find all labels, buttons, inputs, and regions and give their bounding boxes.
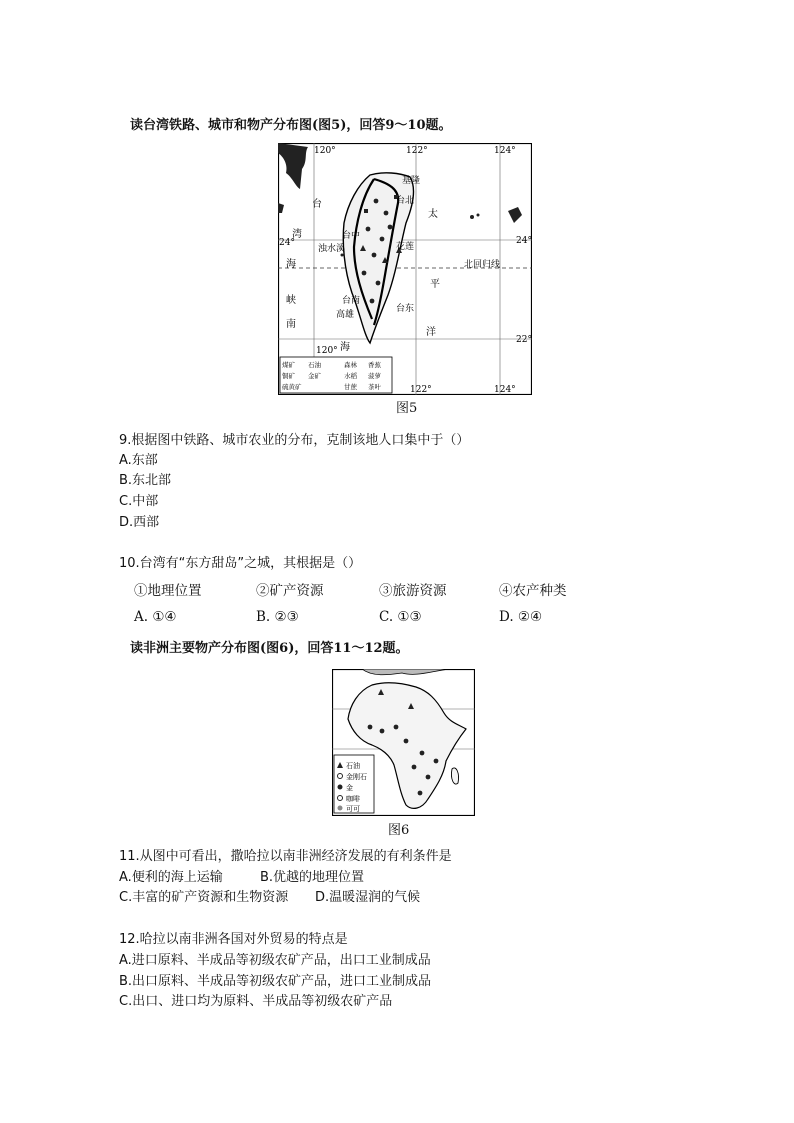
lon-label: 124° [494,385,516,395]
strait-char: 海 [286,259,296,270]
sea-char: 海 [340,342,350,353]
legend-item: 金矿 [308,372,321,380]
lon-label: 120° [314,146,336,156]
q12-option-a: A.进口原料、半成品等初级农矿产品，出口工业制成品 [119,953,431,968]
q11-option-c: C.丰富的矿产资源和生物资源 [119,890,289,905]
q9-option-d: D.西部 [119,515,160,530]
intro-fig6: 读非洲主要物产分布图(图6)，回答11～12题。 [130,641,409,656]
lon-label: 122° [410,385,432,395]
taiwan-map [278,143,532,395]
fig6-caption: 图6 [388,823,410,838]
legend-item: 铜矿 [282,372,295,380]
q9-stem: 9.根据图中铁路、城市农业的分布，克制该地人口集中于（） [119,433,470,448]
q10-option-c: C. ①③ [379,609,422,625]
q11-stem: 11.从图中可看出，撒哈拉以南非洲经济发展的有利条件是 [119,849,452,864]
ocean-char: 平 [430,279,440,290]
q12-option-c: C.出口、进口均为原料、半成品等初级农矿产品 [119,994,393,1009]
q9-option-a: A.东部 [119,453,158,468]
ocean-char: 太 [428,209,438,220]
q10-item-2: ②矿产资源 [256,583,324,599]
q11-option-b: B.优越的地理位置 [260,870,365,885]
intro-fig5: 读台湾铁路、城市和物产分布图(图5)，回答9～10题。 [130,118,452,133]
lon-label: 120° [316,346,338,356]
city-label: 基隆 [402,176,421,186]
legend-item: 香蕉 [368,361,381,369]
legend-item: 甘蔗 [344,383,357,391]
legend-item: 金 [346,784,353,792]
legend-item: 金刚石 [346,773,367,781]
legend-item: 硫黄矿 [282,383,302,391]
q9-option-b: B.东北部 [119,473,172,488]
city-label: 台南 [342,296,361,306]
q12-option-b: B.出口原料、半成品等初级农矿产品，进口工业制成品 [119,974,432,989]
city-label: 台东 [396,304,415,314]
city-label: 浊水溪 [318,244,346,254]
tropic-label: 北回归线 [464,260,501,270]
lat-label: 22° [516,335,532,345]
q10-option-d: D. ②④ [499,609,543,625]
q10-option-b: B. ②③ [256,609,299,625]
q11-option-d: D.温暖湿润的气候 [315,890,421,905]
q11-option-a: A.便利的海上运输 [119,870,223,885]
lon-label: 124° [494,146,516,156]
strait-char: 南 [286,319,296,330]
strait-char: 峡 [286,295,296,306]
lat-label: 24° [516,236,532,246]
q10-stem: 10.台湾有“东方甜岛”之城，其根据是（） [119,556,362,571]
legend-item: 咖啡 [346,795,360,803]
q9-option-c: C.中部 [119,494,159,509]
legend-item: 菠萝 [368,372,381,380]
q12-stem: 12.哈拉以南非洲各国对外贸易的特点是 [119,932,348,947]
q10-item-1: ①地理位置 [134,583,202,599]
strait-char: 台 [312,199,322,210]
city-label: 台北 [396,196,415,206]
legend-item: 石油 [346,762,360,770]
legend-item: 石油 [308,361,321,369]
q10-option-a: A. ①④ [134,609,177,625]
fig5-caption: 图5 [396,401,418,416]
city-label: 台中 [342,231,361,241]
africa-map [332,669,475,816]
legend-item: 茶叶 [368,383,381,391]
lon-label: 122° [406,146,428,156]
ocean-char: 洋 [426,327,436,338]
city-label: 高雄 [336,310,355,320]
legend-item: 煤矿 [282,361,295,369]
strait-char: 湾 [292,229,302,240]
legend-item: 可可 [346,805,360,813]
legend-item: 森林 [344,361,357,369]
city-label: 花莲 [396,242,415,252]
q10-item-3: ③旅游资源 [379,583,447,599]
q10-item-4: ④农产种类 [499,583,567,599]
lat-label: 24° [279,238,295,248]
legend-item: 水稻 [344,372,357,380]
